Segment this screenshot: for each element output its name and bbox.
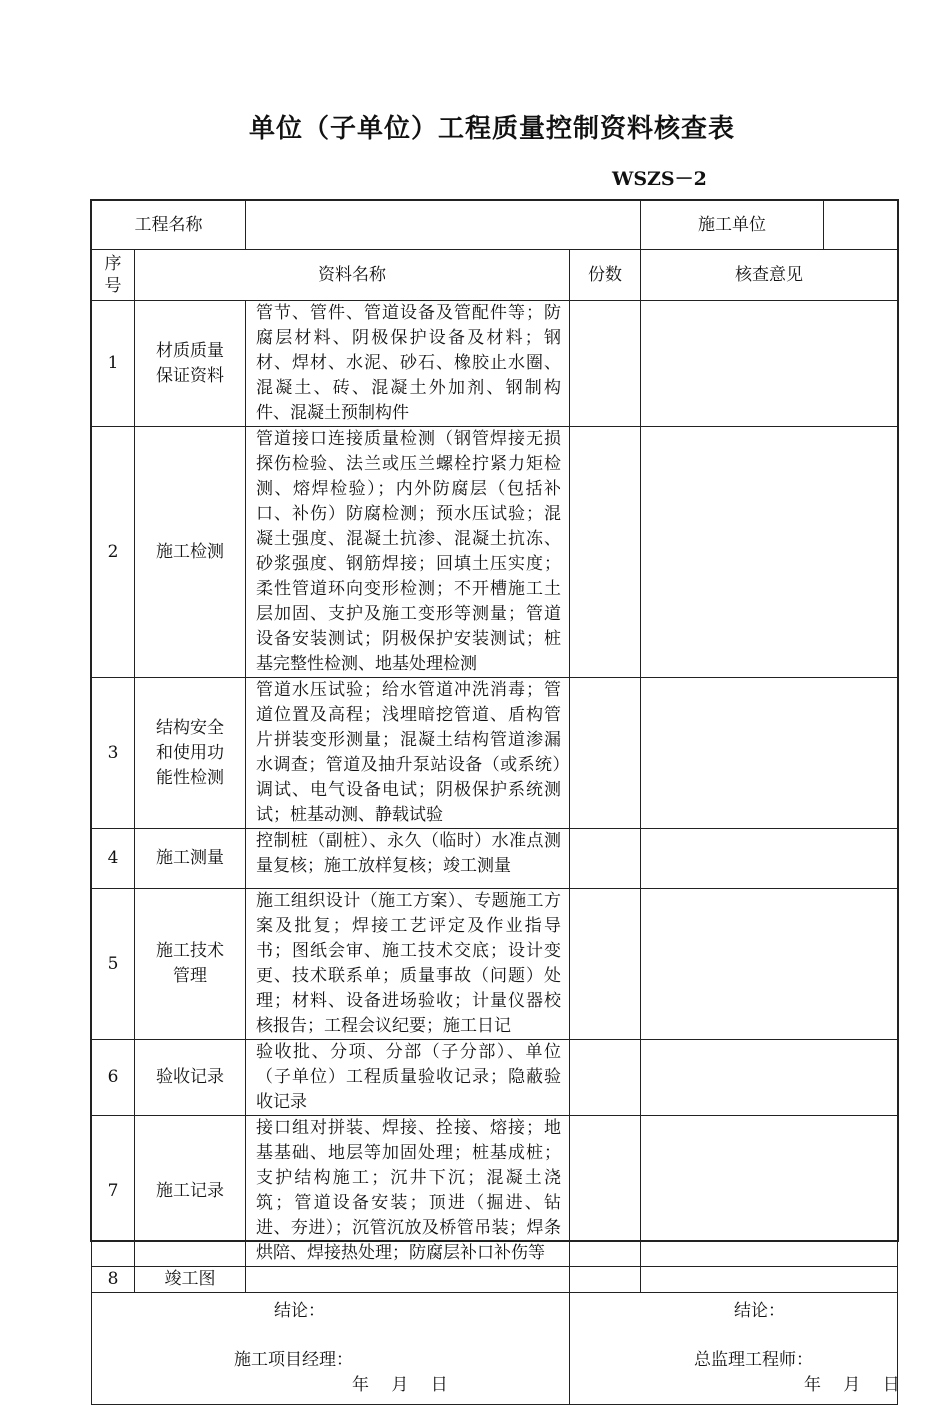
row-opinion-cell[interactable]	[641, 427, 898, 678]
row-opinion-cell[interactable]	[641, 301, 898, 427]
row-category-text: 施工技术管理	[156, 941, 224, 986]
row-items: 控制桩（副桩）、永久（临时）水准点测量复核；施工放样复核；竣工测量	[246, 829, 570, 889]
row-items	[246, 1267, 570, 1293]
row-category	[135, 889, 246, 1040]
row-category	[135, 301, 246, 427]
row-category: 竣工图	[135, 1267, 246, 1293]
table-row	[92, 1267, 898, 1293]
table-row	[92, 1116, 898, 1267]
col-docname-header: 资料名称	[135, 250, 570, 301]
row-items: 管节、管件、管道设备及管配件等；防腐层材料、阴极保护设备及材料；钢材、焊材、水泥、砂石、橡胶止水圈、混凝土、砖、混凝土外加剂、钢制构件、混凝土预制构件	[246, 301, 570, 427]
contractor-field[interactable]	[824, 201, 898, 250]
row-number: 7	[92, 1116, 135, 1267]
chief-supervisor-label: 总监理工程师：	[694, 1350, 813, 1370]
row-opinion-cell[interactable]	[641, 1267, 898, 1293]
row-number: 4	[92, 829, 135, 889]
row-opinion-cell[interactable]	[641, 678, 898, 829]
contractor-label: 施工单位	[641, 201, 824, 250]
contractor-date-label: 年 月 日	[352, 1375, 448, 1395]
contractor-signoff[interactable]	[92, 1293, 570, 1405]
col-opinion-header: 核查意见	[641, 250, 898, 301]
col-copies-header: 份数	[570, 250, 641, 301]
col-seq-header	[92, 250, 135, 301]
column-header-row	[92, 250, 898, 301]
row-number: 2	[92, 427, 135, 678]
form-code: WSZS－2	[612, 168, 707, 190]
row-copies-cell[interactable]	[570, 678, 641, 829]
row-items: 管道水压试验；给水管道冲洗消毒；管道位置及高程；浅埋暗挖管道、盾构管片拼装变形测量；混凝土结构管道渗漏水调查；管道及抽升泵站设备（或系统）调试、电气设备电试；阴极保护系统测试；桩基动测、静载试验	[246, 678, 570, 829]
row-items: 接口组对拼装、焊接、拴接、熔接；地基基础、地层等加固处理；桩基成桩；支护结构施工；沉井下沉；混凝土浇筑；管道设备安装；顶进（掘进、钻进、夯进）；沉管沉放及桥管吊装；焊条烘陪、焊接热处理；防腐层补口补伤等	[246, 1116, 570, 1267]
inspection-table	[91, 200, 898, 1405]
row-category-text: 结构安全和使用功能性检测	[156, 717, 224, 788]
row-items: 施工组织设计（施工方案）、专题施工方案及批复；焊接工艺评定及作业指导书；图纸会审、施工技术交底；设计变更、技术联系单；质量事故（问题）处理；材料、设备进场验收；计量仪器校核报告；工程会议纪要；施工日记	[246, 889, 570, 1040]
project-name-field[interactable]	[246, 201, 641, 250]
supervisor-signoff[interactable]	[570, 1293, 898, 1405]
row-number: 1	[92, 301, 135, 427]
row-opinion-cell[interactable]	[641, 829, 898, 889]
row-copies-cell[interactable]	[570, 1040, 641, 1116]
row-number: 5	[92, 889, 135, 1040]
row-items: 验收批、分项、分部（子分部）、单位（子单位）工程质量验收记录；隐蔽验收记录	[246, 1040, 570, 1116]
row-number: 8	[92, 1267, 135, 1293]
table-row	[92, 678, 898, 829]
row-opinion-cell[interactable]	[641, 1040, 898, 1116]
row-opinion-cell[interactable]	[641, 889, 898, 1040]
contractor-manager-label: 施工项目经理：	[234, 1350, 353, 1370]
page-title: 单位（子单位）工程质量控制资料核查表	[248, 114, 735, 144]
row-copies-cell[interactable]	[570, 427, 641, 678]
row-copies-cell[interactable]	[570, 301, 641, 427]
table-row	[92, 829, 898, 889]
col-seq-label: 序号	[104, 254, 122, 296]
row-category-text: 材质质量保证资料	[156, 340, 224, 386]
table-row	[92, 889, 898, 1040]
row-category: 施工检测	[135, 427, 246, 678]
row-category: 施工记录	[135, 1116, 246, 1267]
contractor-conclusion-label: 结论：	[274, 1301, 325, 1321]
supervisor-date-label: 年 月 日	[804, 1375, 900, 1395]
row-copies-cell[interactable]	[570, 829, 641, 889]
row-copies-cell[interactable]	[570, 1267, 641, 1293]
row-category: 施工测量	[135, 829, 246, 889]
row-category	[135, 678, 246, 829]
supervisor-conclusion-label: 结论：	[734, 1301, 785, 1321]
row-copies-cell[interactable]	[570, 1116, 641, 1267]
signoff-row	[92, 1293, 898, 1405]
table-row	[92, 301, 898, 427]
row-number: 6	[92, 1040, 135, 1116]
project-name-label: 工程名称	[92, 201, 246, 250]
row-items: 管道接口连接质量检测（钢管焊接无损探伤检验、法兰或压兰螺栓拧紧力矩检测、熔焊检验）；内外防腐层（包括补口、补伤）防腐检测；预水压试验；混凝土强度、混凝土抗渗、混凝土抗冻、砂浆强度、钢筋焊接；回填土压实度；柔性管道环向变形检测；不开槽施工土层加固、支护及施工变形等测量；管道设备安装测试；阴极保护安装测试；桩基完整性检测、地基处理检测	[246, 427, 570, 678]
row-number: 3	[92, 678, 135, 829]
table-row	[92, 427, 898, 678]
row-opinion-cell[interactable]	[641, 1116, 898, 1267]
row-category: 验收记录	[135, 1040, 246, 1116]
table-row	[92, 1040, 898, 1116]
row-copies-cell[interactable]	[570, 889, 641, 1040]
